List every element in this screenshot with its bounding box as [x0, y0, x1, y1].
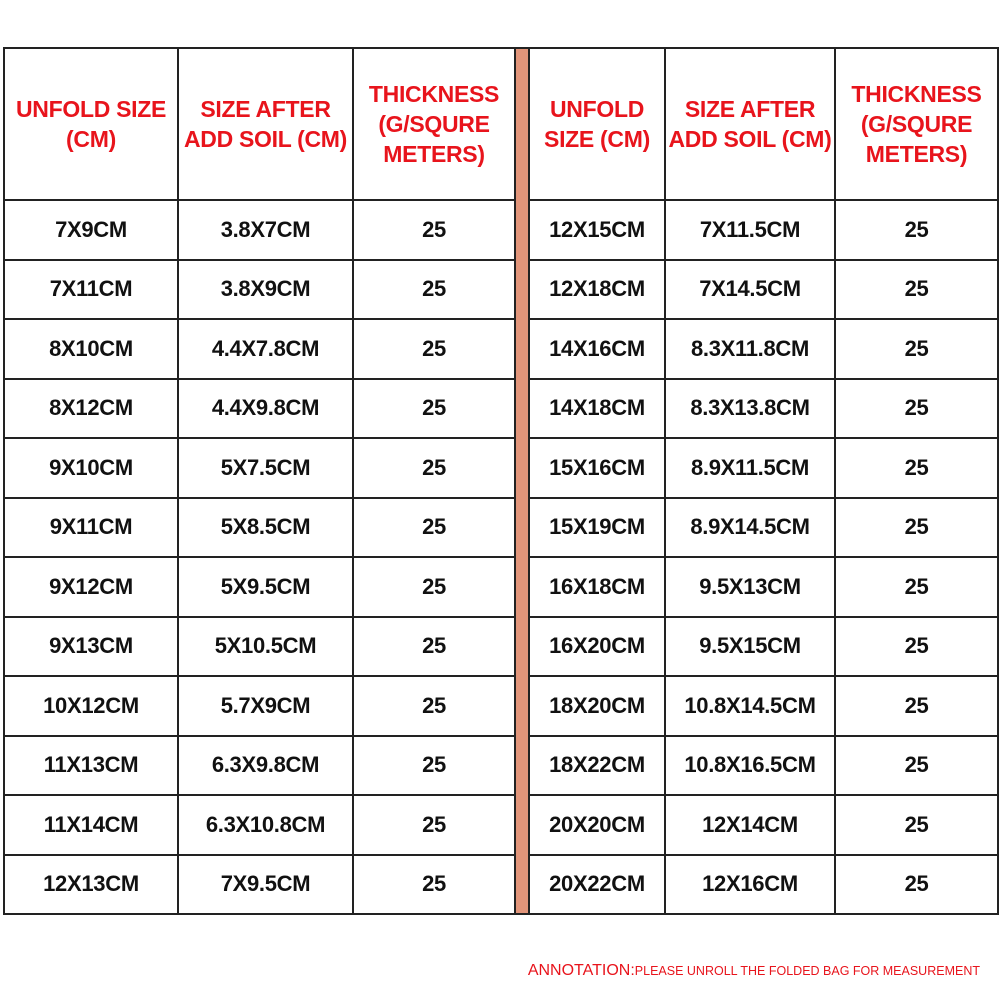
cell-unfold-size-left: 8X10CM [4, 319, 178, 379]
cell-unfold-size-left: 9X13CM [4, 617, 178, 677]
cell-unfold-size-left: 7X9CM [4, 200, 178, 260]
table-row [4, 557, 998, 617]
cell-thickness-left: 25 [353, 617, 515, 677]
header-unfold-size-left: UNFOLD SIZE (CM) [4, 48, 178, 200]
cell-size-after-soil-right: 8.9X11.5CM [665, 438, 835, 498]
cell-unfold-size-right: 12X18CM [529, 260, 665, 320]
cell-unfold-size-left: 9X12CM [4, 557, 178, 617]
table-row [4, 676, 998, 736]
cell-unfold-size-right: 16X20CM [529, 617, 665, 677]
table-row [4, 795, 998, 855]
cell-size-after-soil-left: 3.8X7CM [178, 200, 353, 260]
cell-unfold-size-right: 15X19CM [529, 498, 665, 558]
table-row [4, 617, 998, 677]
table-row [4, 855, 998, 915]
cell-unfold-size-right: 15X16CM [529, 438, 665, 498]
cell-unfold-size-left: 10X12CM [4, 676, 178, 736]
cell-thickness-left: 25 [353, 200, 515, 260]
cell-unfold-size-left: 11X13CM [4, 736, 178, 796]
header-row [4, 48, 998, 200]
cell-unfold-size-left: 9X10CM [4, 438, 178, 498]
cell-thickness-right: 25 [835, 855, 998, 915]
cell-thickness-left: 25 [353, 498, 515, 558]
header-size-after-soil-left: SIZE AFTER ADD SOIL (CM) [178, 48, 353, 200]
cell-unfold-size-right: 18X22CM [529, 736, 665, 796]
table-row [4, 498, 998, 558]
cell-unfold-size-right: 16X18CM [529, 557, 665, 617]
cell-thickness-left: 25 [353, 557, 515, 617]
cell-unfold-size-right: 14X16CM [529, 319, 665, 379]
cell-size-after-soil-right: 10.8X16.5CM [665, 736, 835, 796]
cell-thickness-right: 25 [835, 438, 998, 498]
cell-thickness-left: 25 [353, 260, 515, 320]
cell-size-after-soil-left: 5.7X9CM [178, 676, 353, 736]
cell-thickness-right: 25 [835, 795, 998, 855]
cell-size-after-soil-left: 5X10.5CM [178, 617, 353, 677]
cell-unfold-size-right: 14X18CM [529, 379, 665, 439]
header-size-after-soil-right: SIZE AFTER ADD SOIL (CM) [665, 48, 835, 200]
cell-size-after-soil-right: 8.9X14.5CM [665, 498, 835, 558]
cell-thickness-right: 25 [835, 379, 998, 439]
cell-thickness-right: 25 [835, 260, 998, 320]
cell-unfold-size-left: 8X12CM [4, 379, 178, 439]
cell-size-after-soil-right: 9.5X13CM [665, 557, 835, 617]
table-row [4, 379, 998, 439]
cell-thickness-left: 25 [353, 676, 515, 736]
cell-thickness-right: 25 [835, 676, 998, 736]
annotation-label: ANNOTATION: [527, 962, 635, 979]
cell-thickness-left: 25 [353, 319, 515, 379]
cell-thickness-right: 25 [835, 498, 998, 558]
header-thickness-left: THICKNESS (G/SQURE METERS) [353, 48, 515, 200]
cell-unfold-size-right: 20X22CM [529, 855, 665, 915]
cell-thickness-left: 25 [353, 379, 515, 439]
cell-size-after-soil-left: 5X7.5CM [178, 438, 353, 498]
cell-unfold-size-left: 11X14CM [4, 795, 178, 855]
cell-thickness-right: 25 [835, 736, 998, 796]
cell-thickness-right: 25 [835, 319, 998, 379]
table-row [4, 260, 998, 320]
cell-unfold-size-right: 18X20CM [529, 676, 665, 736]
cell-size-after-soil-left: 3.8X9CM [178, 260, 353, 320]
cell-thickness-left: 25 [353, 438, 515, 498]
cell-size-after-soil-left: 4.4X7.8CM [178, 319, 353, 379]
cell-unfold-size-right: 20X20CM [529, 795, 665, 855]
table-row [4, 438, 998, 498]
cell-size-after-soil-right: 10.8X14.5CM [665, 676, 835, 736]
cell-size-after-soil-right: 12X14CM [665, 795, 835, 855]
cell-unfold-size-left: 9X11CM [4, 498, 178, 558]
cell-unfold-size-left: 7X11CM [4, 260, 178, 320]
cell-thickness-right: 25 [835, 557, 998, 617]
cell-size-after-soil-left: 6.3X10.8CM [178, 795, 353, 855]
header-thickness-right: THICKNESS (G/SQURE METERS) [835, 48, 998, 200]
cell-size-after-soil-left: 6.3X9.8CM [178, 736, 353, 796]
cell-size-after-soil-right: 8.3X13.8CM [665, 379, 835, 439]
cell-size-after-soil-right: 8.3X11.8CM [665, 319, 835, 379]
column-divider [515, 48, 529, 914]
cell-size-after-soil-left: 7X9.5CM [178, 855, 353, 915]
cell-thickness-right: 25 [835, 200, 998, 260]
cell-thickness-right: 25 [835, 617, 998, 677]
cell-size-after-soil-left: 4.4X9.8CM [178, 379, 353, 439]
table-row [4, 200, 998, 260]
table-row [4, 319, 998, 379]
cell-size-after-soil-right: 9.5X15CM [665, 617, 835, 677]
cell-unfold-size-left: 12X13CM [4, 855, 178, 915]
annotation-note [528, 962, 980, 980]
annotation-text: PLEASE UNROLL THE FOLDED BAG FOR MEASUREMENT [634, 964, 980, 978]
cell-thickness-left: 25 [353, 736, 515, 796]
cell-thickness-left: 25 [353, 795, 515, 855]
cell-size-after-soil-left: 5X8.5CM [178, 498, 353, 558]
cell-unfold-size-right: 12X15CM [529, 200, 665, 260]
cell-size-after-soil-right: 7X14.5CM [665, 260, 835, 320]
cell-size-after-soil-left: 5X9.5CM [178, 557, 353, 617]
cell-size-after-soil-right: 12X16CM [665, 855, 835, 915]
header-unfold-size-right: UNFOLD SIZE (CM) [529, 48, 665, 200]
cell-thickness-left: 25 [353, 855, 515, 915]
cell-size-after-soil-right: 7X11.5CM [665, 200, 835, 260]
table-row [4, 736, 998, 796]
size-table [3, 47, 999, 915]
